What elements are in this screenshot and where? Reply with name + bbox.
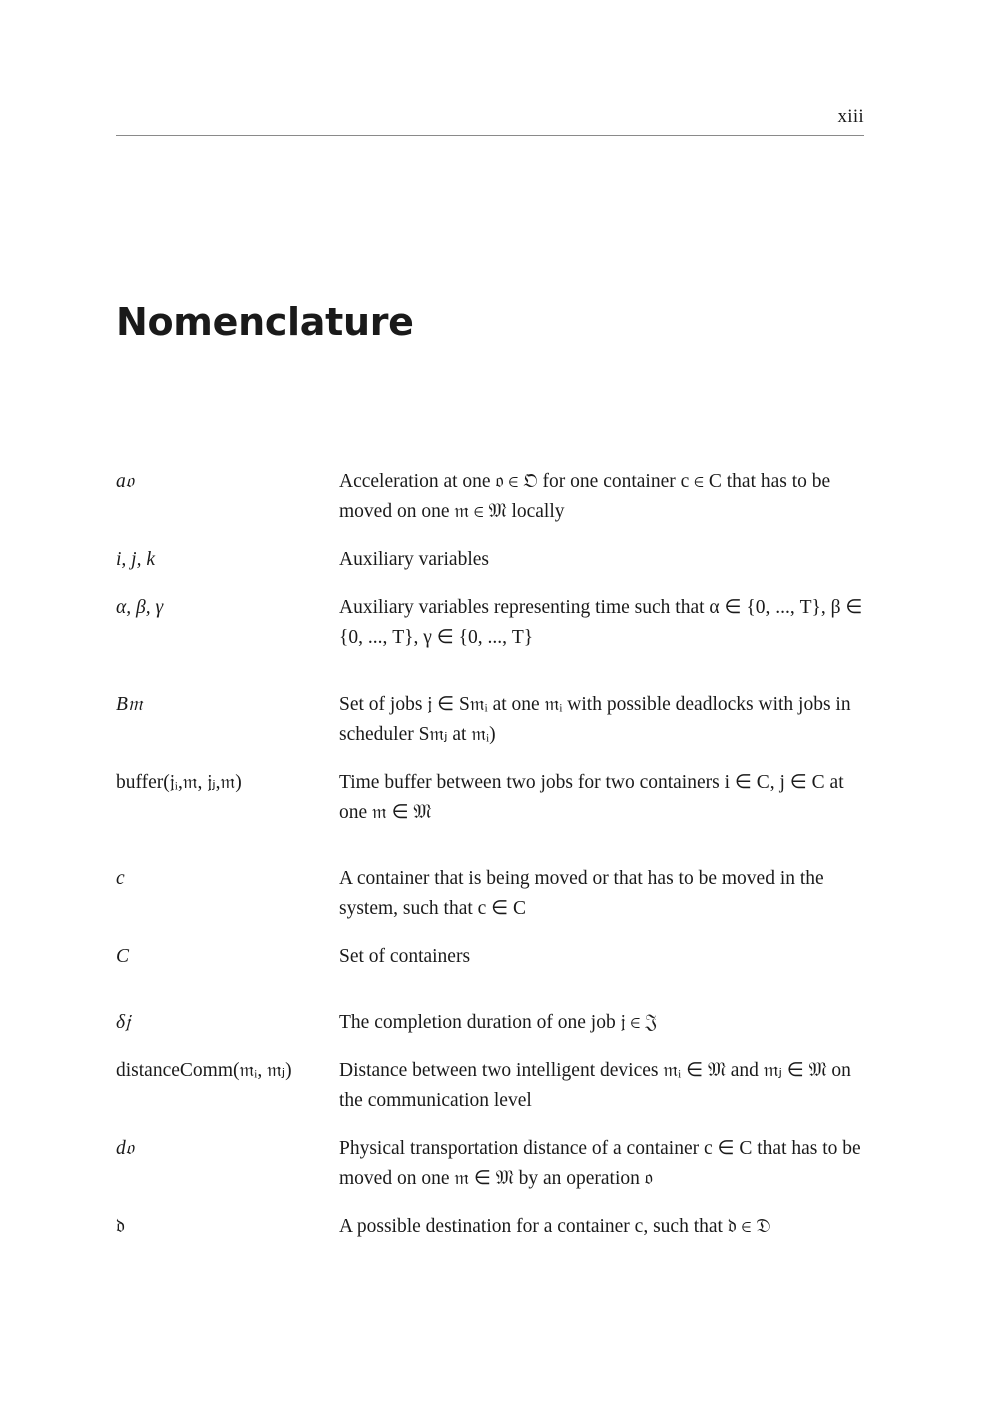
entry-symbol: buffer(𝔧ᵢ,𝔪, 𝔧ⱼ,𝔪) (116, 772, 242, 793)
chapter-title: Nomenclature (116, 300, 414, 344)
entry-symbol: i, j, k (116, 549, 155, 570)
entry-description: Distance between two intelligent devices 𝔪ᵢ ∈ 𝔐 and 𝔪ⱼ ∈ 𝔐 on the communication level (339, 1060, 851, 1111)
entry-symbol: distanceComm(𝔪ᵢ, 𝔪ⱼ) (116, 1060, 292, 1081)
entry-description: Auxiliary variables representing time such that α ∈ {0, ..., T}, β ∈ {0, ..., T}, γ ∈ {0, ..., T} (339, 597, 863, 648)
entry-description: Acceleration at one 𝔬 ∈ 𝔒 for one container c ∈ C that has to be moved on one 𝔪 ∈ 𝔐 locally (339, 471, 831, 522)
entry-description: Auxiliary variables (339, 549, 489, 570)
entry-symbol: d𝔬 (116, 1138, 134, 1159)
entry-symbol: B𝔪 (116, 694, 143, 715)
entry-symbol: α, β, γ (116, 597, 164, 618)
entry-description: Set of containers (339, 946, 471, 967)
entry-symbol: C (116, 946, 130, 967)
page-number: xiii (837, 106, 864, 127)
entry-description: Set of jobs 𝔧 ∈ S𝔪ᵢ at one 𝔪ᵢ with possible deadlocks with jobs in scheduler S𝔪ⱼ at 𝔪ᵢ) (339, 694, 851, 745)
entry-description: A possible destination for a container c, such that 𝔡 ∈ 𝔇 (339, 1216, 771, 1237)
entry-description: Time buffer between two jobs for two containers i ∈ C, j ∈ C at one 𝔪 ∈ 𝔐 (339, 772, 844, 823)
entry-description: A container that is being moved or that has to be moved in the system, such that c ∈ C (339, 868, 824, 919)
entry-symbol: 𝔡 (116, 1216, 125, 1237)
entry-symbol: δ𝔧 (116, 1012, 131, 1033)
entry-symbol: a𝔬 (116, 471, 134, 492)
entry-description: The completion duration of one job 𝔧 ∈ 𝔍 (339, 1012, 658, 1033)
page-header (116, 104, 864, 136)
entry-description: Physical transportation distance of a container c ∈ C that has to be moved on one 𝔪 ∈ 𝔐 by an operation 𝔬 (339, 1138, 861, 1189)
entry-symbol: c (116, 868, 125, 889)
